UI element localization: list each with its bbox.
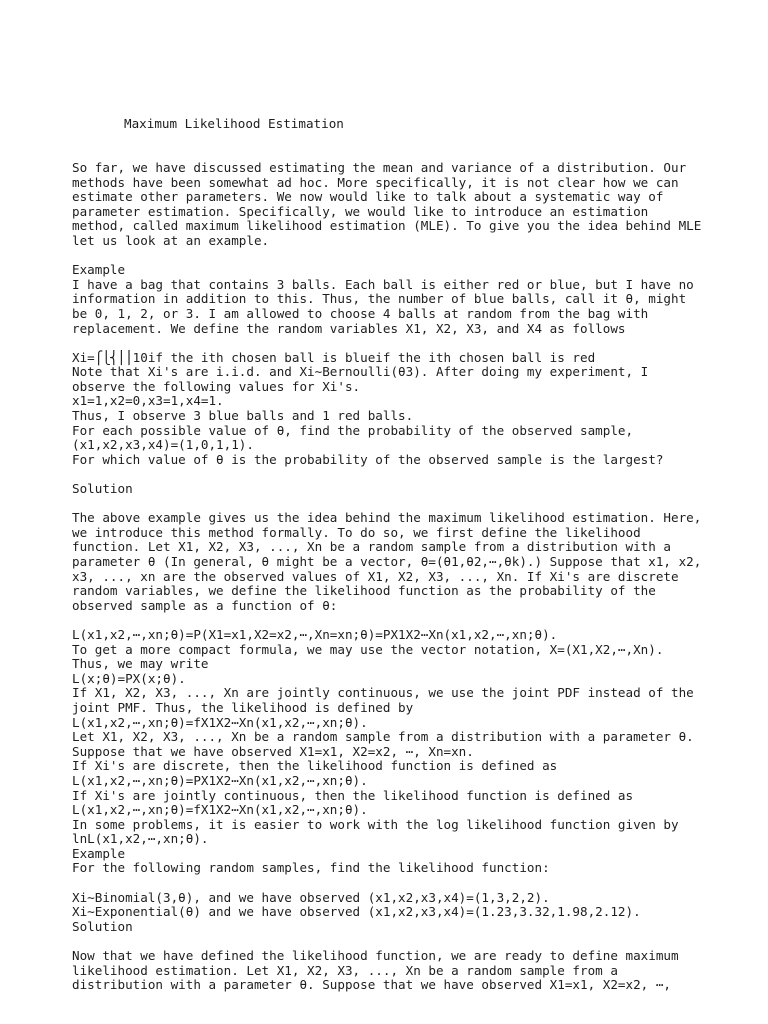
text-line: function. Let X1, X2, X3, ..., Xn be a random sample from a distribution with a xyxy=(72,539,671,555)
text-line: If X1, X2, X3, ..., Xn are jointly continuous, we use the joint PDF instead of the xyxy=(72,685,694,701)
text-line: L(x;θ)=PX(x;θ). xyxy=(72,670,186,686)
text-line: methods have been somewhat ad hoc. More specifically, it is not clear how we can xyxy=(72,174,679,190)
text-line: be 0, 1, 2, or 3. I am allowed to choose 4 balls at random from the bag with xyxy=(72,305,649,321)
document-body xyxy=(72,88,712,1022)
text-line: estimate other parameters. We now would like to talk about a systematic way of xyxy=(72,189,664,205)
text-line: Thus, I observe 3 blue balls and 1 red balls. xyxy=(72,408,414,424)
text-line: x3, ..., xn are the observed values of X1, X2, X3, ..., Xn. If Xi's are discrete xyxy=(72,568,679,584)
text-line: information in addition to this. Thus, the number of blue balls, call it θ, might xyxy=(72,291,687,307)
text-line: So far, we have discussed estimating the mean and variance of a distribution. Our xyxy=(72,159,687,175)
blank-line xyxy=(72,613,712,628)
text-line: Note that Xi's are i.i.d. and Xi∼Bernoulli(θ3). After doing my experiment, I xyxy=(72,364,649,380)
blank-line xyxy=(72,934,712,949)
blank-line xyxy=(72,249,712,264)
text-line: For the following random samples, find the likelihood function: xyxy=(72,860,550,876)
text-line: L(x1,x2,⋯,xn;θ)=PX1X2⋯Xn(x1,x2,⋯,xn;θ). xyxy=(72,772,368,788)
text-line: If Xi's are discrete, then the likelihood function is defined as xyxy=(72,758,558,774)
text-line: L(x1,x2,⋯,xn;θ)=P(X1=x1,X2=x2,⋯,Xn=xn;θ)=PX1X2⋯Xn(x1,x2,⋯,xn;θ). xyxy=(72,626,558,642)
text-line: lnL(x1,x2,⋯,xn;θ). xyxy=(72,831,209,847)
text-line: observed sample as a function of θ: xyxy=(72,597,338,613)
text-line: Suppose that we have observed X1=x1, X2=x2, ⋯, Xn=xn. xyxy=(72,743,474,759)
text-line: parameter estimation. Specifically, we would like to introduce an estimation xyxy=(72,203,649,219)
text-line: random variables, we define the likelihood function as the probability of the xyxy=(72,583,656,599)
text-line: The above example gives us the idea behind the maximum likelihood estimation. Here, xyxy=(72,510,702,526)
text-line: Now that we have defined the likelihood function, we are ready to define maximum xyxy=(72,948,679,964)
text-line: joint PMF. Thus, the likelihood is defined by xyxy=(72,699,414,715)
text-line: L(x1,x2,⋯,xn;θ)=fX1X2⋯Xn(x1,x2,⋯,xn;θ). xyxy=(72,802,368,818)
text-line: Solution xyxy=(72,918,133,934)
text-line: observe the following values for Xi's. xyxy=(72,378,361,394)
text-line: Xi=⎧⎩⎨⎪⎪10if the ith chosen ball is blueif the ith chosen ball is red xyxy=(72,349,596,365)
text-line: x1=1,x2=0,x3=1,x4=1. xyxy=(72,393,224,409)
text-line: Example xyxy=(72,262,126,278)
text-line: parameter θ (In general, θ might be a vector, θ=(θ1,θ2,⋯,θk).) Suppose that x1, x2, xyxy=(72,554,702,569)
text-line: replacement. We define the random variables X1, X2, X3, and X4 as follows xyxy=(72,320,626,336)
text-line: distribution with a parameter θ. Suppose that we have observed X1=x1, X2=x2, ⋯, xyxy=(72,977,671,993)
text-line: Solution xyxy=(72,481,133,497)
text-line: (x1,x2,x3,x4)=(1,0,1,1). xyxy=(72,437,254,453)
blank-line xyxy=(72,497,712,512)
text-line: L(x1,x2,⋯,xn;θ)=fX1X2⋯Xn(x1,x2,⋯,xn;θ). xyxy=(72,714,368,730)
blank-line xyxy=(72,467,712,482)
text-line: If Xi's are jointly continuous, then the likelihood function is defined as xyxy=(72,787,634,803)
text-line: Example xyxy=(72,845,126,861)
text-line: Xi∼Exponential(θ) and we have observed (x1,x2,x3,x4)=(1.23,3.32,1.98,2.12). xyxy=(72,904,641,920)
document-title: Maximum Likelihood Estimation xyxy=(124,116,344,132)
text-line: Let X1, X2, X3, ..., Xn be a random sample from a distribution with a parameter θ. xyxy=(72,729,694,745)
text-line: we introduce this method formally. To do so, we first define the likelihood xyxy=(72,524,641,540)
text-line: In some problems, it is easier to work with the log likelihood function given by xyxy=(72,816,679,832)
text-line: method, called maximum likelihood estimation (MLE). To give you the idea behind MLE xyxy=(72,218,702,234)
text-line: For each possible value of θ, find the probability of the observed sample, xyxy=(72,422,634,438)
text-line: For which value of θ is the probability of the observed sample is the largest? xyxy=(72,451,664,467)
text-line: Thus, we may write xyxy=(72,656,209,672)
text-line: Xi∼Binomial(3,θ), and we have observed (x1,x2,x3,x4)=(1,3,2,2). xyxy=(72,889,550,905)
text-line: likelihood estimation. Let X1, X2, X3, ..., Xn be a random sample from a xyxy=(72,962,618,978)
blank-line xyxy=(72,876,712,891)
text-line: I have a bag that contains 3 balls. Each ball is either red or blue, but I have no xyxy=(72,276,694,292)
blank-line xyxy=(72,336,712,351)
text-line: let us look at an example. xyxy=(72,232,270,248)
text-line: To get a more compact formula, we may use the vector notation, X=(X1,X2,⋯,Xn). xyxy=(72,641,664,657)
document-text xyxy=(72,161,712,993)
